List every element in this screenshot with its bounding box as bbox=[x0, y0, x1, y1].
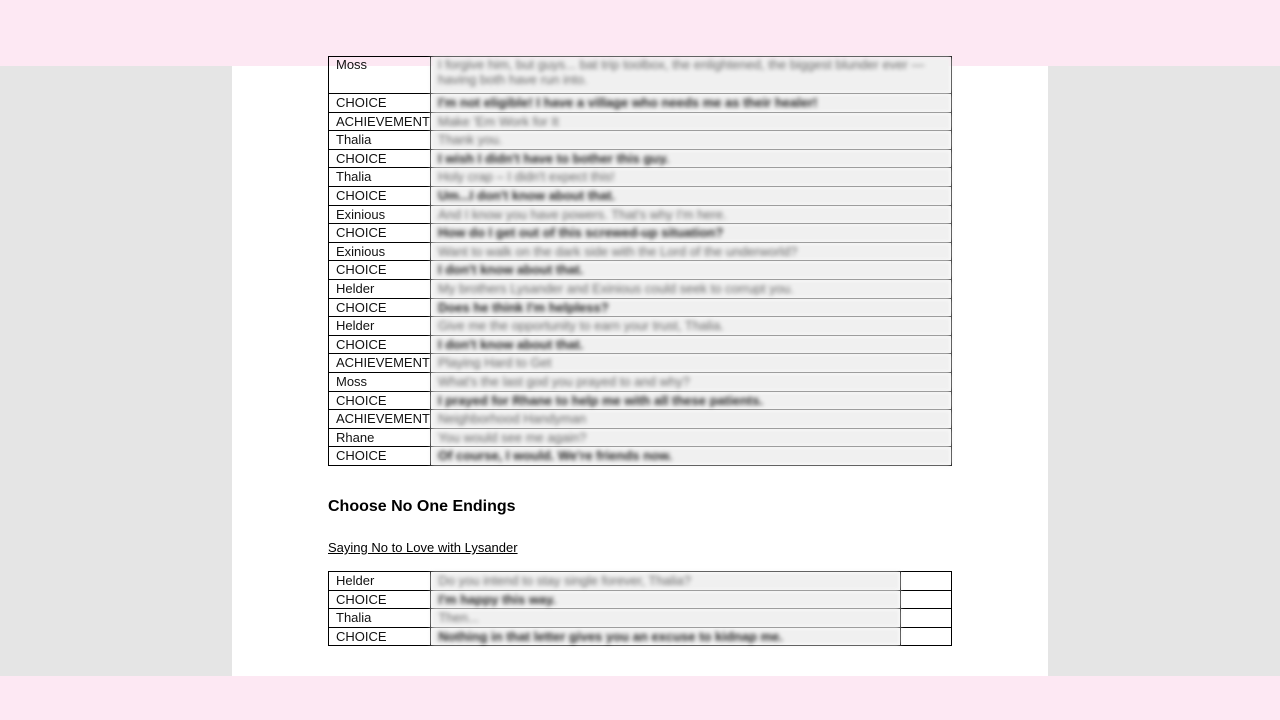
dialogue-line-cell: Want to walk on the dark side with the Lord of the underworld? bbox=[431, 242, 952, 261]
table-row bbox=[329, 627, 952, 646]
speaker-cell: CHOICE bbox=[329, 590, 431, 609]
empty-cell bbox=[900, 572, 951, 591]
dialogue-table bbox=[328, 56, 952, 466]
document-page bbox=[232, 57, 1048, 676]
speaker-cell: CHOICE bbox=[329, 391, 431, 410]
dialogue-line-cell: Give me the opportunity to earn your trust, Thalia. bbox=[431, 317, 952, 336]
speaker-cell: CHOICE bbox=[329, 627, 431, 646]
empty-cell bbox=[900, 590, 951, 609]
dialogue-line-cell: Playing Hard to Get bbox=[431, 354, 952, 373]
table-row bbox=[329, 590, 952, 609]
speaker-cell: Rhane bbox=[329, 428, 431, 447]
speaker-cell: CHOICE bbox=[329, 298, 431, 317]
speaker-cell: Moss bbox=[329, 57, 431, 94]
speaker-cell: CHOICE bbox=[329, 261, 431, 280]
dialogue-line-cell: I wish I didn't have to bother this guy. bbox=[431, 149, 952, 168]
speaker-cell: Helder bbox=[329, 572, 431, 591]
table-row bbox=[329, 224, 952, 243]
speaker-cell: CHOICE bbox=[329, 224, 431, 243]
dialogue-line-cell: Um...I don't know about that. bbox=[431, 186, 952, 205]
speaker-cell: Thalia bbox=[329, 609, 431, 628]
table-row bbox=[329, 354, 952, 373]
speaker-cell: Helder bbox=[329, 317, 431, 336]
table-row bbox=[329, 131, 952, 150]
speaker-cell: Thalia bbox=[329, 131, 431, 150]
dialogue-table-body bbox=[329, 57, 952, 466]
dialogue-line-cell: I'm happy this way. bbox=[431, 590, 901, 609]
table-row bbox=[329, 609, 952, 628]
table-row bbox=[329, 428, 952, 447]
speaker-cell: Thalia bbox=[329, 168, 431, 187]
speaker-cell: ACHIEVEMENT bbox=[329, 112, 431, 131]
table-row bbox=[329, 112, 952, 131]
table-row bbox=[329, 205, 952, 224]
dialogue-line-cell: Does he think I'm helpless? bbox=[431, 298, 952, 317]
dialogue-line-cell: And I know you have powers. That's why I'm here. bbox=[431, 205, 952, 224]
table-row bbox=[329, 186, 952, 205]
speaker-cell: Exinious bbox=[329, 205, 431, 224]
speaker-cell: ACHIEVEMENT bbox=[329, 410, 431, 429]
dialogue-line-cell: I forgive him, but guys... bat trip toolbox, the enlightened, the biggest blunder ever — having both have run into. bbox=[431, 57, 952, 94]
table-row bbox=[329, 447, 952, 466]
dialogue-line-cell: Then... bbox=[431, 609, 901, 628]
table-row bbox=[329, 57, 952, 94]
dialogue-line-cell: Thank you. bbox=[431, 131, 952, 150]
dialogue-line-cell: My brothers Lysander and Exinious could seek to corrupt you. bbox=[431, 279, 952, 298]
subheading: Saying No to Love with Lysander bbox=[328, 540, 518, 555]
dialogue-line-cell: I prayed for Rhane to help me with all these patients. bbox=[431, 391, 952, 410]
dialogue-line-cell: Do you intend to stay single forever, Thalia? bbox=[431, 572, 901, 591]
table-row bbox=[329, 261, 952, 280]
dialogue-line-cell: You would see me again? bbox=[431, 428, 952, 447]
table-row bbox=[329, 94, 952, 113]
speaker-cell: Moss bbox=[329, 372, 431, 391]
table-row bbox=[329, 242, 952, 261]
table-row bbox=[329, 279, 952, 298]
ending-dialogue-table bbox=[328, 571, 952, 646]
speaker-cell: CHOICE bbox=[329, 186, 431, 205]
speaker-cell: CHOICE bbox=[329, 447, 431, 466]
dialogue-line-cell: Neighborhood Handyman bbox=[431, 410, 952, 429]
dialogue-line-cell: How do I get out of this screwed-up situation? bbox=[431, 224, 952, 243]
ending-dialogue-table-body bbox=[329, 572, 952, 646]
dialogue-line-cell: Nothing in that letter gives you an excuse to kidnap me. bbox=[431, 627, 901, 646]
empty-cell bbox=[900, 627, 951, 646]
dialogue-line-cell: I'm not eligible! I have a village who needs me as their healer! bbox=[431, 94, 952, 113]
section-heading: Choose No One Endings bbox=[328, 498, 516, 515]
table-row bbox=[329, 298, 952, 317]
empty-cell bbox=[900, 609, 951, 628]
speaker-cell: CHOICE bbox=[329, 149, 431, 168]
dialogue-line-cell: Make 'Em Work for It bbox=[431, 112, 952, 131]
speaker-cell: ACHIEVEMENT bbox=[329, 354, 431, 373]
table-row bbox=[329, 317, 952, 336]
speaker-cell: CHOICE bbox=[329, 94, 431, 113]
speaker-cell: Exinious bbox=[329, 242, 431, 261]
table-row bbox=[329, 391, 952, 410]
table-row bbox=[329, 372, 952, 391]
dialogue-line-cell: I don't know about that. bbox=[431, 335, 952, 354]
speaker-cell: CHOICE bbox=[329, 335, 431, 354]
table-row bbox=[329, 572, 952, 591]
table-row bbox=[329, 410, 952, 429]
table-row bbox=[329, 335, 952, 354]
table-row bbox=[329, 168, 952, 187]
dialogue-line-cell: What's the last god you prayed to and why? bbox=[431, 372, 952, 391]
table-row bbox=[329, 149, 952, 168]
dialogue-line-cell: Of course, I would. We're friends now. bbox=[431, 447, 952, 466]
dialogue-line-cell: I don't know about that. bbox=[431, 261, 952, 280]
speaker-cell: Helder bbox=[329, 279, 431, 298]
dialogue-line-cell: Holy crap – I didn't expect this! bbox=[431, 168, 952, 187]
bottom-band bbox=[0, 676, 1280, 720]
